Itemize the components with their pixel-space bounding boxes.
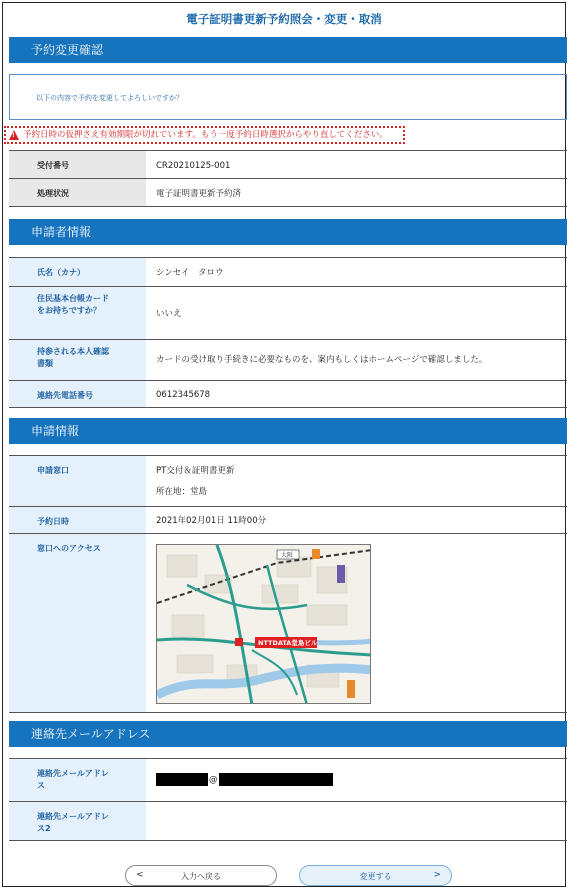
row-label: 連絡先電話番号 (37, 391, 93, 400)
row-header (9, 287, 146, 339)
page-frame (2, 2, 566, 887)
warning-text: 予約日時の仮押さえ有効期限が切れています。もう一度予約日時選択からやり直してください。 (23, 130, 388, 140)
row-value: 電子証明書更新予約済 (156, 189, 242, 199)
row-label: 住民基本台帳カードをお持ちですか？ (37, 294, 109, 315)
confirm-message: 以下の内容で予約を変更してよろしいですか？ (36, 94, 183, 102)
page-title: 電子証明書更新予約照会・変更・取消 (186, 12, 382, 26)
row-label: 受付番号 (37, 161, 69, 170)
redacted-email-domain (219, 773, 333, 786)
table-row (9, 507, 567, 534)
access-map-image (157, 545, 371, 704)
row-value: シンセイ タロウ (156, 268, 224, 278)
confirm-table (9, 150, 567, 207)
row-label: 連絡先メールアドレス2 (37, 812, 109, 833)
table-row (9, 759, 567, 802)
row-header (9, 456, 146, 506)
table-row (9, 179, 567, 207)
application-table (9, 455, 567, 713)
back-button-label: 入力へ戻る (181, 872, 221, 881)
row-value: CR20210125-001 (156, 161, 231, 171)
table-row (9, 802, 567, 841)
table-row (9, 151, 567, 179)
section-heading-email: 連絡先メールアドレス (9, 721, 567, 747)
applicant-table (9, 257, 567, 408)
table-row (9, 258, 567, 287)
confirm-message-box (9, 74, 567, 120)
row-header (9, 340, 146, 380)
row-header (9, 179, 146, 206)
row-label: 窓口へのアクセス (37, 544, 101, 553)
email-table (9, 758, 567, 841)
row-label: 申請窓口 (37, 466, 69, 475)
email-at-sign: @ (209, 775, 218, 785)
chevron-right-icon: > (433, 870, 441, 880)
area-label: 大阪 (281, 552, 294, 559)
row-header (9, 381, 146, 407)
row-label: 処理状況 (37, 189, 69, 198)
table-row (9, 287, 567, 340)
warning-icon-mark: ! (12, 132, 15, 139)
row-header (9, 258, 146, 286)
row-header (9, 759, 146, 801)
row-value: 0612345678 (156, 390, 211, 400)
row-header (9, 802, 146, 840)
section-heading-applicant: 申請者情報 (9, 219, 567, 245)
row-label: 氏名（カナ） (37, 268, 85, 277)
submit-change-button-label: 変更する (359, 872, 392, 881)
section-heading-application: 申請情報 (9, 418, 567, 444)
row-header (9, 151, 146, 178)
window-location: 所在地：堂島 (156, 487, 208, 497)
access-map (156, 544, 371, 704)
table-row (9, 456, 567, 507)
redacted-email-local (156, 773, 208, 786)
row-header (9, 534, 146, 712)
row-value: いいえ (156, 309, 182, 319)
row-value: カードの受け取り手続きに必要なものを、案内もしくはホームページで確認しました。 (156, 355, 488, 365)
reservation-datetime: 2021年02月01日 11時00分 (156, 516, 267, 526)
row-label: 連絡先メールアドレス (37, 769, 109, 790)
row-label: 予約日時 (37, 517, 69, 526)
table-row (9, 381, 567, 408)
row-header (9, 507, 146, 533)
warning-banner (4, 126, 405, 144)
chevron-left-icon: < (136, 870, 144, 880)
section-heading-confirm: 予約変更確認 (9, 37, 567, 63)
table-row (9, 340, 567, 381)
row-label: 持参される本人確認書類 (37, 347, 109, 368)
back-button[interactable] (125, 865, 277, 886)
submit-change-button[interactable] (299, 865, 452, 886)
table-row (9, 534, 567, 713)
map-building-label: NTTDATA堂島ビル (258, 639, 318, 647)
window-name: PT交付＆証明書更新 (156, 466, 235, 476)
